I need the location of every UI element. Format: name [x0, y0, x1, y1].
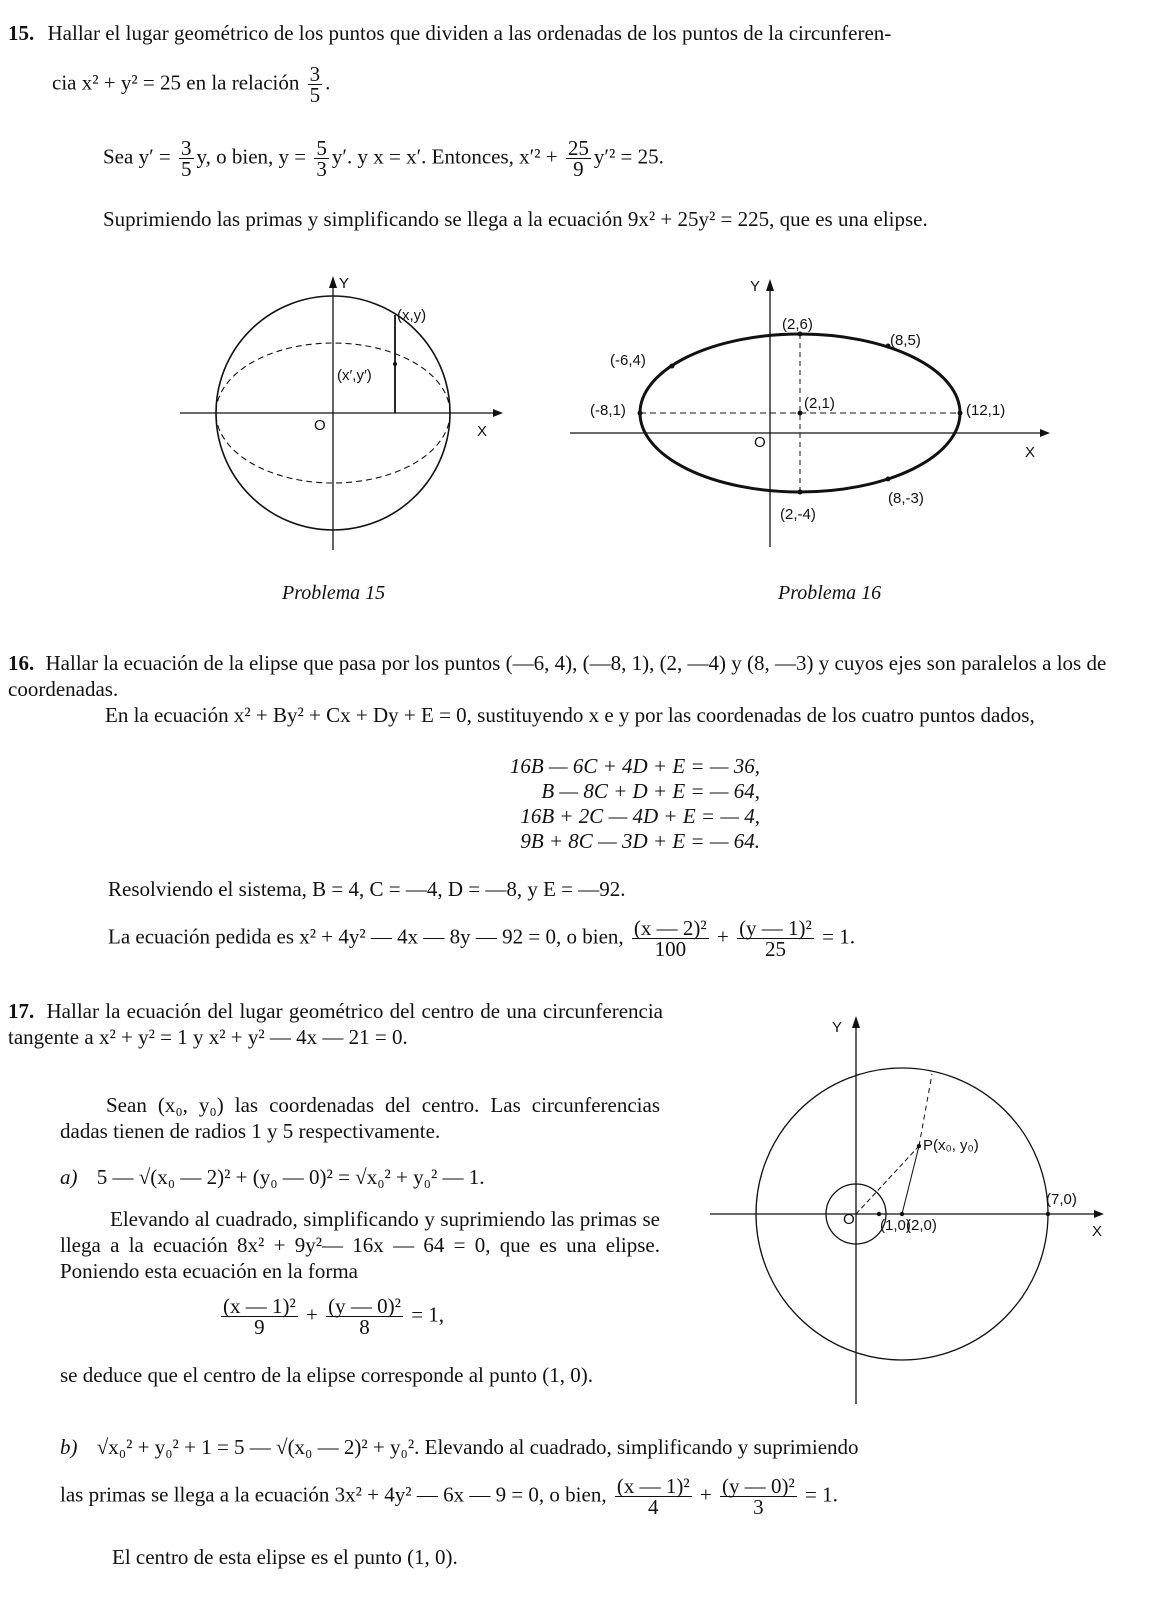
point-label: (8,5): [890, 332, 921, 349]
point-label: (12,1): [966, 402, 1006, 419]
figure-16: [570, 275, 1060, 555]
extension-dashed: [919, 1074, 932, 1146]
y-arrow: [766, 279, 774, 291]
point-label: (7,0): [1046, 1191, 1077, 1208]
point: [670, 364, 675, 369]
text: = 1.: [822, 924, 855, 949]
point: [798, 411, 803, 416]
point: [886, 477, 891, 482]
problem-17-case-b: [60, 1434, 1120, 1460]
figure-15-caption: Problema 15: [282, 582, 386, 604]
x-label: X: [1025, 444, 1036, 461]
fraction: [221, 1296, 298, 1337]
point-label: (8,-3): [888, 490, 924, 507]
problem-15-substitution: [103, 138, 664, 179]
numerator: (x — 1)²: [616, 1474, 690, 1498]
problem-number: 17.: [8, 999, 35, 1023]
problem-17-p1: Sean (x₀, y₀) las coordenadas del centro. Las circunferencias dadas tienen de radios 1 y 5 respectivamente.: [60, 1093, 660, 1143]
point-label: (1,0): [880, 1217, 911, 1234]
text: Sea y′ =: [103, 144, 171, 169]
point-label: (2,1): [804, 395, 835, 412]
problem-16-statement: [8, 650, 1118, 702]
origin-label: O: [754, 434, 766, 451]
x-label: X: [477, 423, 488, 440]
fraction: [314, 138, 329, 179]
case-label: a): [60, 1165, 78, 1189]
point: [638, 411, 643, 416]
denominator: 9: [573, 157, 584, 181]
equation: 16B + 2C — 4D + E = — 4,: [520, 804, 760, 828]
point-p: [917, 1144, 921, 1148]
numerator: (y — 0)²: [721, 1474, 795, 1498]
point: [877, 1212, 881, 1216]
radius-line: [902, 1146, 919, 1214]
figure-17: [710, 1010, 1130, 1410]
origin-label: O: [314, 417, 326, 434]
x-arrow: [1040, 429, 1050, 437]
y-label: Y: [750, 278, 761, 295]
text: y′. y x = x′. Entonces, x′² +: [331, 144, 558, 169]
plus: +: [699, 1482, 712, 1507]
numerator: (x — 1)²: [223, 1294, 296, 1318]
plus: +: [716, 924, 729, 949]
case-label: b): [60, 1435, 78, 1459]
numerator: (y — 0)²: [328, 1294, 401, 1318]
text: y′² = 25.: [593, 144, 664, 169]
point-inner: [393, 362, 397, 366]
problem-number: 16.: [8, 651, 35, 675]
y-label: Y: [832, 1019, 843, 1036]
point-p-label: P(x₀, y₀): [923, 1137, 979, 1154]
point-label: (2,-4): [780, 506, 816, 523]
figure-15: [175, 270, 505, 560]
x-arrow: [1094, 1210, 1104, 1218]
point-label: (-6,4): [610, 352, 646, 369]
text: y, o bien, y =: [196, 144, 307, 169]
equation: B — 8C + D + E = — 64,: [541, 779, 760, 803]
fraction: [179, 138, 194, 179]
radius-dashed: [856, 1146, 919, 1214]
problem-16-setup: En la ecuación x² + By² + Cx + Dy + E = 0, sustituyendo x e y por las coordenadas de los cuatro puntos dados,: [105, 703, 1035, 727]
denominator: 3: [753, 1495, 764, 1519]
denominator: 25: [764, 937, 786, 961]
denominator: 5: [181, 157, 192, 181]
denominator: 5: [309, 83, 321, 107]
problem-16-solution: Resolviendo el sistema, B = 4, C = —4, D = —8, y E = —92.: [108, 877, 626, 901]
problem-17-last: El centro de esta elipse es el punto (1, 0).: [112, 1545, 458, 1569]
equation-system: [428, 754, 760, 854]
problem-17-p2: Elevando al cuadrado, simplificando y suprimiendo las primas se llega a la ecuación 8x² + 9y²— 16x — 64 = 0, que es una elipse. Poniendo esta ecuación en la forma: [60, 1207, 660, 1283]
point: [900, 1212, 904, 1216]
text: = 1.: [805, 1482, 838, 1507]
statement-text: Hallar el lugar geométrico de los puntos que dividen a las ordenadas de los puntos de la circunferen-: [47, 21, 892, 45]
problem-17-statement: [8, 998, 663, 1050]
denominator: 100: [654, 937, 687, 961]
numerator: (x — 2)²: [633, 916, 707, 940]
problem-17-ellipse-form: [218, 1296, 444, 1337]
point-outer-label: (x,y): [397, 307, 427, 324]
equation: 9B + 8C — 3D + E = — 64.: [520, 829, 760, 853]
y-arrow: [329, 276, 337, 288]
problem-number: 15.: [8, 21, 35, 45]
ratio-fraction: [308, 64, 323, 105]
x-label: X: [1092, 1223, 1103, 1240]
x-arrow: [493, 409, 503, 417]
point-inner-label: (x′,y′): [337, 367, 372, 384]
point: [958, 411, 963, 416]
problem-15-result: Suprimiendo las primas y simplificando se llega a la ecuación 9x² + 25y² = 225, que es una elipse.: [103, 207, 928, 231]
statement-text: Hallar la ecuación del lugar geométrico del centro de una circunferencia tangente a x² + y² = 1 y x² + y² — 4x — 21 = 0.: [8, 999, 663, 1049]
numerator: 3: [181, 136, 192, 160]
equation: √x₀² + y₀² + 1 = 5 — √(x₀ — 2)² + y₀². Elevando al cuadrado, simplificando y suprimiendo: [96, 1435, 859, 1459]
statement-text: cia x² + y² = 25 en la relación: [52, 70, 300, 95]
problem-15-statement: [8, 20, 1118, 46]
point-label: (2,0): [906, 1217, 937, 1234]
numerator: 25: [567, 136, 589, 160]
fraction: [566, 138, 591, 179]
equation: 5 — √(x₀ — 2)² + (y₀ — 0)² = √x₀² + y₀² — 1.: [96, 1165, 485, 1189]
origin-label: O: [843, 1211, 855, 1228]
y-label: Y: [339, 275, 350, 292]
point-label: (-8,1): [590, 402, 626, 419]
equation: 16B — 6C + 4D + E = — 36,: [509, 754, 760, 778]
problem-16-equation: [108, 918, 855, 959]
y-arrow: [852, 1016, 860, 1028]
text: las primas se llega a la ecuación 3x² + 4y² — 6x — 9 = 0, o bien,: [60, 1482, 607, 1507]
plus: +: [306, 1302, 318, 1327]
denominator: 4: [647, 1495, 659, 1519]
numerator: (y — 1)²: [739, 916, 812, 940]
fraction: [326, 1296, 403, 1337]
denominator: 8: [359, 1315, 370, 1339]
problem-15-statement-cont: cia x² + y² = 25 en la relación $\frac{3}{5}$ .: [52, 62, 331, 107]
denominator: 3: [316, 157, 327, 181]
statement-text: Hallar la ecuación de la elipse que pasa por los puntos (—6, 4), (—8, 1), (2, —4) y (8, —3) y cuyos ejes son paralelos a los de coordenadas.: [8, 651, 1107, 701]
figure-16-caption: Problema 16: [778, 582, 882, 604]
fraction: [632, 918, 709, 959]
fraction: [720, 1476, 797, 1517]
problem-17-case-a: [60, 1164, 485, 1190]
fraction: [615, 1476, 692, 1517]
numerator: 5: [316, 136, 327, 160]
text: = 1,: [411, 1302, 445, 1327]
point: [1046, 1212, 1050, 1216]
fraction: [737, 918, 814, 959]
point: [798, 490, 803, 495]
numerator: 3: [309, 62, 321, 86]
problem-17-case-b-result: [60, 1476, 838, 1517]
text: La ecuación pedida es x² + 4y² — 4x — 8y — 92 = 0, o bien,: [108, 924, 624, 949]
problem-17-p3: se deduce que el centro de la elipse corresponde al punto (1, 0).: [60, 1363, 593, 1387]
denominator: 9: [254, 1315, 265, 1339]
point-label: (2,6): [782, 316, 813, 333]
